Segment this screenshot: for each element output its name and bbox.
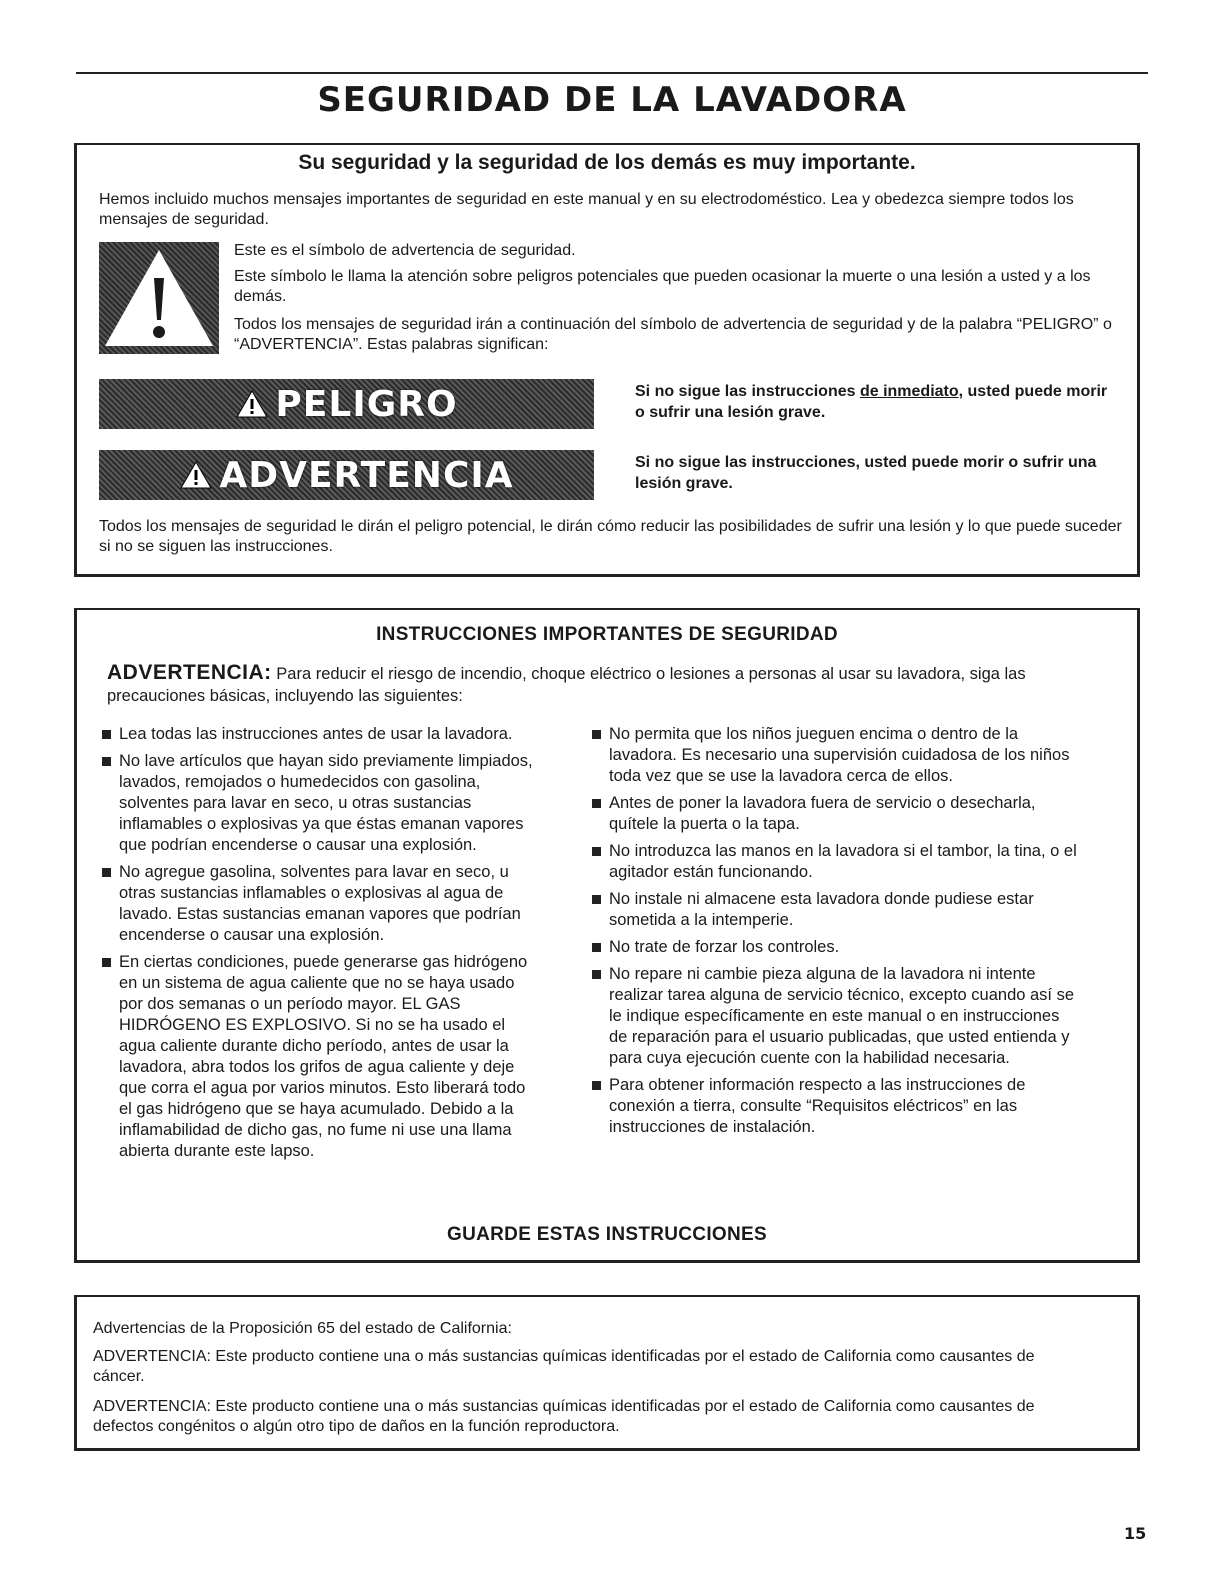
instructions-warning bbox=[107, 662, 1117, 707]
danger-label: PELIGRO bbox=[275, 383, 458, 425]
symbol-line-2: Este símbolo le llama la atención sobre peligros potenciales que pueden ocasionar la muerte o una lesión a usted y a los demás. bbox=[234, 268, 1091, 305]
warning-alert-icon bbox=[179, 460, 213, 490]
bullet-icon bbox=[592, 799, 601, 808]
safety-intro-box bbox=[74, 143, 1140, 577]
list-item: Para obtener información respecto a las instrucciones de conexión a tierra, consulte “Requisitos eléctricos” en las instrucciones de instalación. bbox=[589, 1075, 1079, 1138]
danger-signal-word bbox=[235, 384, 457, 425]
safety-intro-text: Hemos incluido muchos mensajes importantes de seguridad en este manual y en su electrodoméstico. Lea y obedezca siempre todos los mensajes de seguridad. bbox=[99, 191, 1074, 228]
list-item: Antes de poner la lavadora fuera de servicio o desecharla, quítele la puerta o la tapa. bbox=[589, 793, 1079, 835]
list-item: No introduzca las manos en la lavadora si el tambor, la tina, o el agitador están funcionando. bbox=[589, 841, 1079, 883]
bullet-icon bbox=[592, 895, 601, 904]
bullet-icon bbox=[592, 1081, 601, 1090]
list-item: No agregue gasolina, solventes para lavar en seco, u otras sustancias inflamables o explosivas al agua de lavado. Estas sustancias emanan vapores que podrían encenderse o causar una explosión. bbox=[99, 862, 539, 946]
bullet-icon bbox=[102, 868, 111, 877]
list-item: No trate de forzar los controles. bbox=[589, 937, 1079, 958]
safety-alert-symbol bbox=[99, 242, 219, 354]
danger-description bbox=[635, 381, 1115, 423]
page-title: SEGURIDAD DE LA LAVADORA bbox=[317, 80, 907, 120]
symbol-line-1: Este es el símbolo de advertencia de seguridad. bbox=[234, 242, 576, 259]
bullet-icon bbox=[102, 757, 111, 766]
symbol-line-3: Todos los mensajes de seguridad irán a continuación del símbolo de advertencia de seguridad y de la palabra “PELIGRO” o “ADVERTENCIA”. Estas palabras significan: bbox=[234, 316, 1112, 353]
important-instructions-box bbox=[74, 608, 1140, 1263]
list-item: No repare ni cambie pieza alguna de la lavadora ni intente realizar tarea alguna de servicio técnico, excepto cuando así se le indique específicamente en este manual o en instrucciones de reparación para el usuario publicadas, que usted entienda y para cuya ejecución cuente con la habilidad necesaria. bbox=[589, 964, 1079, 1069]
instructions-warning-label: ADVERTENCIA: bbox=[107, 661, 272, 684]
instructions-list-right bbox=[589, 724, 1079, 1144]
safety-alert-icon bbox=[99, 242, 219, 354]
prop65-box bbox=[74, 1295, 1140, 1451]
bullet-icon bbox=[592, 943, 601, 952]
list-item: En ciertas condiciones, puede generarse gas hidrógeno en un sistema de agua caliente que no se haya usado por dos semanas o un período mayor. EL GAS HIDRÓGENO ES EXPLOSIVO. Si no se ha usado el agua caliente durante dicho período, antes de usar la lavadora, abra todos los grifos de agua caliente y deje que corra el agua por varios minutos. Esto liberará todo el gas hidrógeno que se haya acumulado. Debido a la inflamabilidad de dicho gas, no fume ni use una llama abierta durante este lapso. bbox=[99, 952, 539, 1162]
danger-desc-part-2: , usted puede morir o sufrir una lesión grave. bbox=[635, 383, 1108, 421]
save-instructions-footer: GUARDE ESTAS INSTRUCCIONES bbox=[447, 1224, 767, 1245]
danger-signal-bar bbox=[99, 379, 594, 429]
warning-description: Si no sigue las instrucciones, usted puede morir o sufrir una lesión grave. bbox=[635, 454, 1097, 492]
bullet-icon bbox=[592, 970, 601, 979]
warning-signal-word bbox=[179, 455, 513, 496]
safety-subtitle: Su seguridad y la seguridad de los demás es muy importante. bbox=[298, 151, 916, 174]
instructions-list-left bbox=[99, 724, 539, 1168]
bullet-icon bbox=[102, 730, 111, 739]
page-number: 15 bbox=[1124, 1524, 1147, 1543]
warning-label: ADVERTENCIA bbox=[219, 454, 514, 496]
prop65-warning-1: ADVERTENCIA: Este producto contiene una o más sustancias químicas identificadas por el estado de California como causantes de cáncer. bbox=[93, 1348, 1035, 1385]
list-item: No permita que los niños jueguen encima o dentro de la lavadora. Es necesario una supervisión cuidadosa de los niños toda vez que se use la lavadora cerca de ellos. bbox=[589, 724, 1079, 787]
danger-desc-part-1: Si no sigue las instrucciones bbox=[635, 383, 860, 400]
top-rule bbox=[76, 72, 1148, 74]
safety-closing-text: Todos los mensajes de seguridad le dirán el peligro potencial, le dirán cómo reducir las posibilidades de sufrir una lesión y lo que puede suceder si no se siguen las instrucciones. bbox=[99, 518, 1122, 555]
warning-signal-bar bbox=[99, 450, 594, 500]
bullet-icon bbox=[592, 730, 601, 739]
bullet-icon bbox=[592, 847, 601, 856]
instructions-heading: INSTRUCCIONES IMPORTANTES DE SEGURIDAD bbox=[376, 624, 838, 645]
bullet-icon bbox=[102, 958, 111, 967]
prop65-warning-2: ADVERTENCIA: Este producto contiene una o más sustancias químicas identificadas por el estado de California como causantes de defectos congénitos o algún otro tipo de daños en la función reproductora. bbox=[93, 1398, 1035, 1435]
list-item: No lave artículos que hayan sido previamente limpiados, lavados, remojados o humedecidos con gasolina, solventes para lavar en seco, u otras sustancias inflamables o explosivas ya que éstas emanan vapores que podrían encenderse o causar una explosión. bbox=[99, 751, 539, 856]
list-item: Lea todas las instrucciones antes de usar la lavadora. bbox=[99, 724, 539, 745]
danger-desc-underlined: de inmediato bbox=[859, 383, 959, 400]
instructions-warning-text: Para reducir el riesgo de incendio, choque eléctrico o lesiones a personas al usar su lavadora, siga las precauciones básicas, incluyendo las siguientes: bbox=[107, 665, 1026, 705]
prop65-title: Advertencias de la Proposición 65 del estado de California: bbox=[93, 1320, 512, 1337]
danger-alert-icon bbox=[235, 389, 269, 419]
list-item: No instale ni almacene esta lavadora donde pudiese estar sometida a la intemperie. bbox=[589, 889, 1079, 931]
